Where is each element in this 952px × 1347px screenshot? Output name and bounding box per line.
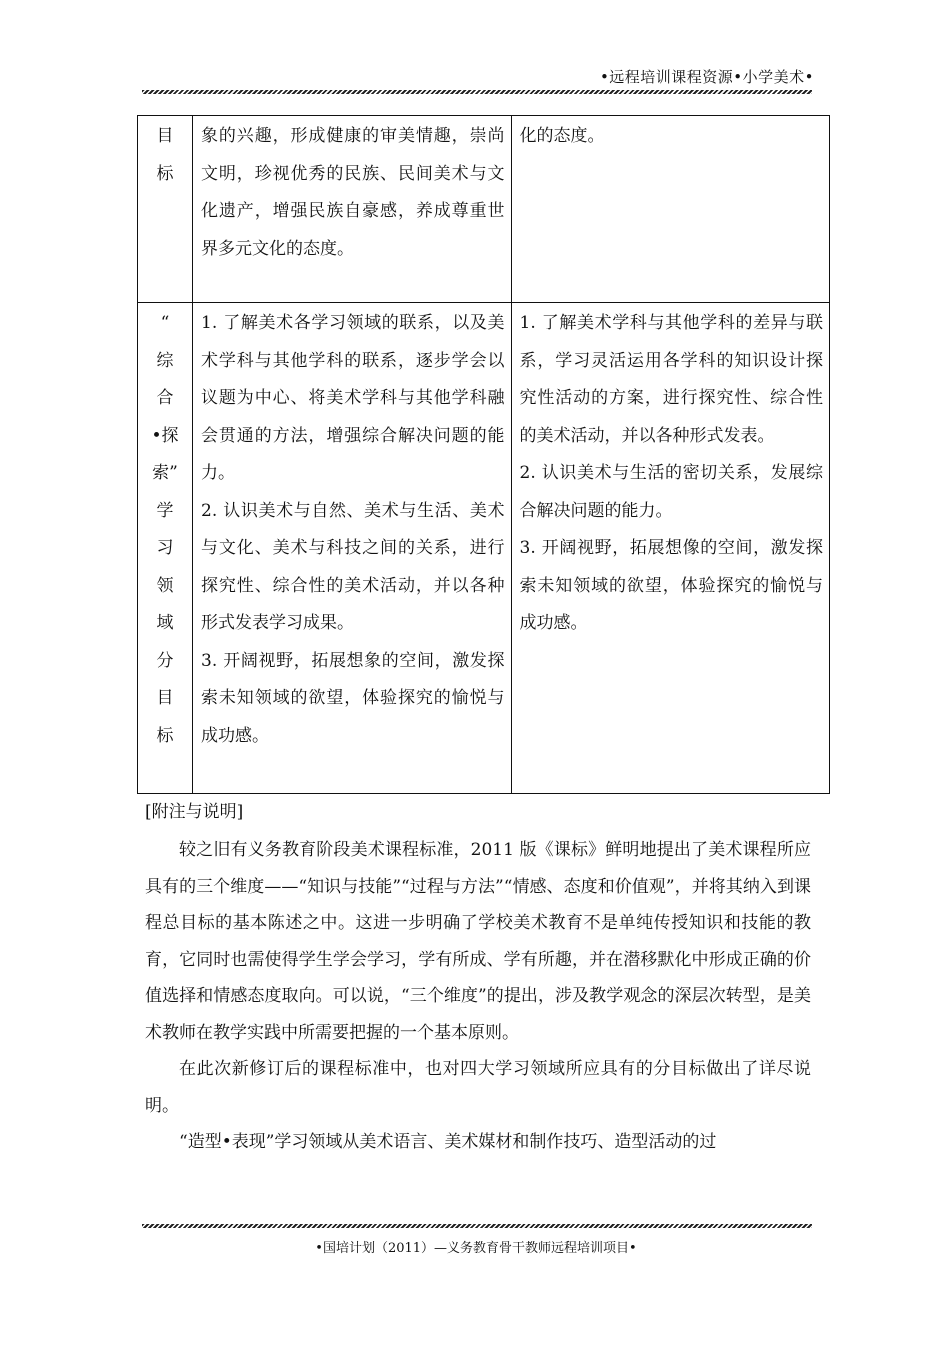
goal-item: 化的态度。	[519, 126, 605, 146]
goals-table	[137, 115, 830, 794]
row-label-char: 习	[156, 538, 174, 558]
goal-item: 2. 认识美术与生活的密切关系，发展综合解决问题的能力。	[519, 463, 823, 521]
notes-body	[145, 832, 811, 1161]
row-label-char: “	[160, 313, 170, 333]
row-label-char: 目	[156, 688, 174, 708]
row-label-char: 索”	[152, 463, 178, 483]
notes-paragraph: 在此次新修订后的课程标准中，也对四大学习领域所应具有的分目标做出了详尽说明。	[145, 1059, 811, 1116]
goal-item: 2. 认识美术与自然、美术与生活、美术与文化、美术与科技之间的关系，进行探究性、综合性的美术活动，并以各种形式发表学习成果。	[201, 500, 505, 633]
goal-item: 象的兴趣，形成健康的审美情趣，崇尚文明，珍视优秀的民族、民间美术与文化遗产，增强民族自豪感，养成尊重世界多元文化的态度。	[201, 126, 505, 259]
primary-goal-cell	[193, 303, 512, 794]
table-row	[138, 303, 830, 794]
page-header-title: •远程培训课程资源•小学美术•	[599, 68, 814, 86]
header-divider	[142, 90, 812, 94]
row-label-cell	[138, 116, 193, 303]
row-label-char: 学	[156, 500, 174, 521]
row-label-char: 综	[156, 350, 174, 371]
primary-goal-cell	[193, 116, 512, 303]
row-label-char: 标	[156, 163, 174, 184]
goal-item: 1. 了解美术各学习领域的联系，以及美术学科与其他学科的联系，逐步学会以议题为中心、将美术学科与其他学科融会贯通的方法，增强综合解决问题的能力。	[201, 313, 505, 483]
row-label-char: 目	[156, 126, 174, 146]
row-label-cell	[138, 303, 193, 794]
row-label-char: •探	[151, 425, 179, 446]
secondary-goal-cell	[511, 116, 830, 303]
secondary-goal-cell	[511, 303, 830, 794]
row-label-char: 分	[156, 650, 174, 671]
row-label-char: 域	[156, 613, 174, 633]
goal-item: 3. 开阔视野，拓展想象的空间，激发探索未知领域的欲望，体验探究的愉悦与成功感。	[201, 650, 505, 746]
footer-divider	[142, 1224, 812, 1228]
row-label-char: 合	[156, 388, 174, 408]
goal-item: 1. 了解美术学科与其他学科的差异与联系，学习灵活运用各学科的知识设计探究性活动的方案，进行探究性、综合性的美术活动，并以各种形式发表。	[519, 313, 823, 446]
row-label-char: 标	[156, 725, 174, 746]
notes-paragraph: 较之旧有义务教育阶段美术课程标准，2011 版《课标》鲜明地提出了美术课程所应具有的三个维度——“知识与技能”“过程与方法”“情感、态度和价值观”，并将其纳入到课程总目标的基本陈述之中。这进一步明确了学校美术教育不是单纯传授知识和技能的教育，它同时也需使得学生学会学习，学有所成、学有所趣，并在潜移默化中形成正确的价值选择和情感态度取向。可以说，“三个维度”的提出，涉及教学观念的深层次转型，是美术教师在教学实践中所需要把握的一个基本原则。	[145, 840, 811, 1043]
table-row	[138, 116, 830, 303]
goal-item: 3. 开阔视野，拓展想像的空间，激发探索未知领域的欲望，体验探究的愉悦与成功感。	[519, 538, 823, 633]
page-footer-text: •国培计划（2011）—义务教育骨干教师远程培训项目•	[315, 1241, 637, 1256]
row-label-char: 领	[156, 575, 174, 596]
notes-heading: [附注与说明]	[145, 802, 244, 822]
notes-paragraph: “造型•表现”学习领域从美术语言、美术媒材和制作技巧、造型活动的过	[179, 1132, 717, 1152]
